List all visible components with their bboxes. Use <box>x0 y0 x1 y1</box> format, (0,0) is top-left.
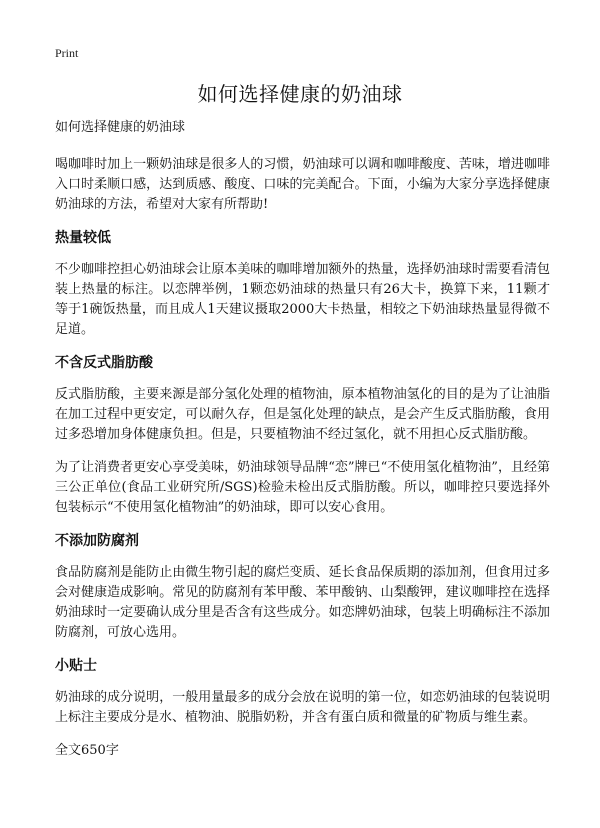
section-tips <box>55 656 550 728</box>
section-paragraph: 不少咖啡控担心奶油球会让原本美味的咖啡增加额外的热量，选择奶油球时需要看清包装上热量的标注。以恋牌举例，1颗恋奶油球的热量只有26大卡，换算下来，11颗才等于1碗饭热量，而且成人1天建议摄取2000大卡热量，相较之下奶油球热量显得微不足道。 <box>55 262 550 337</box>
article-subtitle: 如何选择健康的奶油球 <box>55 120 186 135</box>
section-paragraph: 奶油球的成分说明，一般用量最多的成分会放在说明的第一位，如恋奶油球的包装说明上标注主要成分是水、植物油、脱脂奶粉，并含有蛋白质和微量的矿物质与维生素。 <box>55 690 550 725</box>
section-heading: 不添加防腐剂 <box>55 533 139 549</box>
section-trans-fat <box>55 353 550 518</box>
page-title: 如何选择健康的奶油球 <box>197 82 403 106</box>
print-link[interactable]: Print <box>55 46 79 60</box>
section-calories <box>55 228 550 340</box>
section-paragraph: 反式脂肪酸，主要来源是部分氢化处理的植物油，原本植物油氢化的目的是为了让油脂在加工过程中更安定，可以耐久存，但是氢化处理的缺点，是会产生反式脂肪酸，食用过多恐增加身体健康负担。但是，只要植物油不经过氢化，就不用担心反式脂肪酸。 <box>55 387 550 442</box>
intro-paragraph: 喝咖啡时加上一颗奶油球是很多人的习惯，奶油球可以调和咖啡酸度、苦味，增进咖啡入口时柔顺口感，达到质感、酸度、口味的完美配合。下面，小编为大家分享选择健康奶油球的方法，希望对大家有所帮助! <box>55 157 550 212</box>
section-preservatives <box>55 531 550 643</box>
word-count: 全文650字 <box>55 743 119 758</box>
section-paragraph: 食品防腐剂是能防止由微生物引起的腐烂变质、延长食品保质期的添加剂，但食用过多会对健康造成影响。常见的防腐剂有苯甲酸、苯甲酸钠、山梨酸钾，建议咖啡控在选择奶油球时一定要确认成分里是否含有这些成分。如恋牌奶油球，包装上明确标注不添加防腐剂，可放心选用。 <box>55 565 550 640</box>
section-paragraph: 为了让消费者更安心享受美味，奶油球领导品牌“恋”牌已“不使用氢化植物油”，且经第三公正单位(食品工业研究所/SGS)检验未检出反式脂肪酸。所以，咖啡控只要选择外包装标示“不使用氢化植物油”的奶油球，即可以安心食用。 <box>55 460 550 515</box>
article-body <box>55 118 550 761</box>
section-heading: 小贴士 <box>55 658 97 674</box>
section-heading: 热量较低 <box>55 230 111 246</box>
section-heading: 不含反式脂肪酸 <box>55 355 153 371</box>
